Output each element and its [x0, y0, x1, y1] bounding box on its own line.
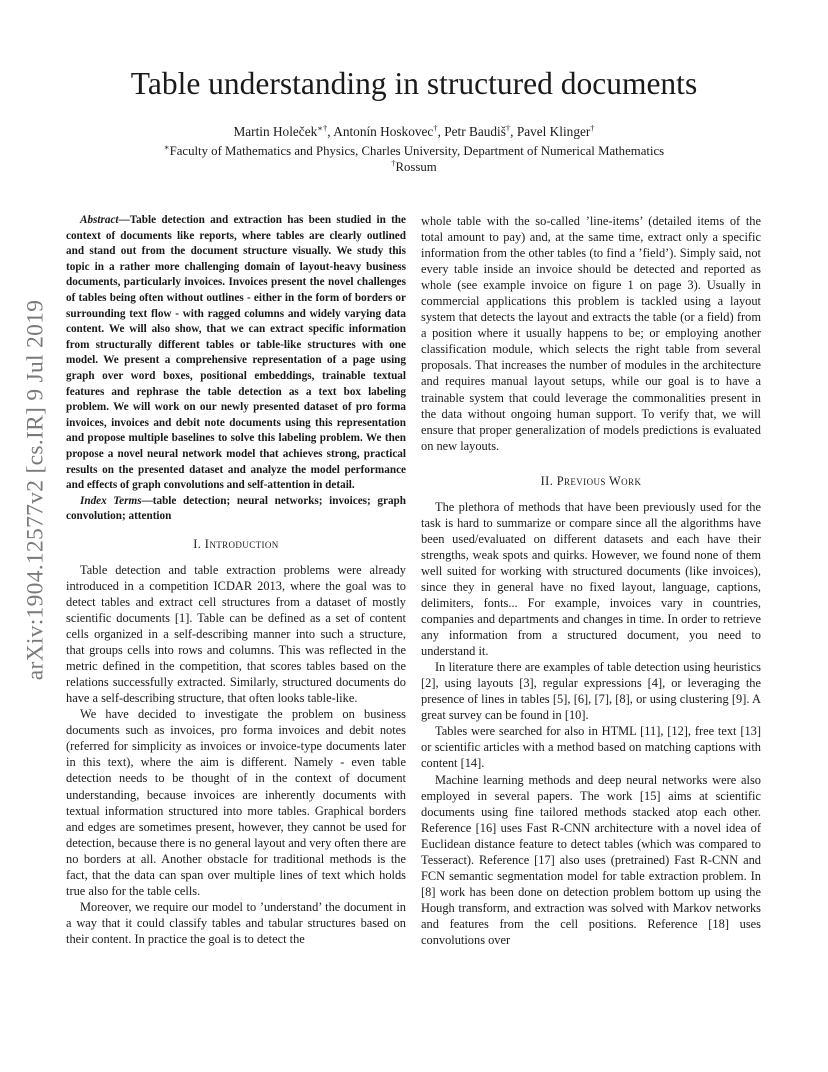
previous-work-paragraph-1: The plethora of methods that have been previously used for the task is hard to summarize or compare since all the algorithms have been used/evaluated on different datasets and each have their strengths, weak spots and quirks. However, we found none of them well suited for working with structured documents (like invoices), since they in general have no fixed layout, language, captions, delimiters, fonts... For example, invoices vary in countries, companies and departments and changes in time. In order to retrieve any information from a structured document, you need to understand it.	[421, 499, 761, 659]
author-1-mark: ∗†	[317, 123, 328, 133]
intro-paragraph-3: Moreover, we require our model to ’understand’ the document in a way that it could classify tables and tabular structures based on their content. In practice the goal is to detect the	[66, 899, 406, 946]
affiliation-2	[0, 160, 828, 175]
left-column	[66, 213, 406, 947]
author-2: Antonín Hoskovec	[333, 124, 434, 139]
right-column	[421, 213, 761, 948]
previous-work-paragraph-2: In literature there are examples of table detection using heuristics [2], using layouts [3], regular expressions [4], or leveraging the presence of lines in tables [5], [6], [7], [8], or using clustering [9]. A great survey can be found in [10].	[421, 660, 761, 723]
paper-title: Table understanding in structured documents	[130, 66, 698, 101]
arxiv-sidebar-stamp	[16, 299, 56, 681]
author-2-mark: †	[433, 123, 438, 133]
author-list: Martin Holeček∗†, Antonín Hoskovec†, Petr Baudiš†, Pavel Klinger†	[233, 123, 595, 139]
abstract-lead: Abstract	[80, 214, 119, 226]
index-terms-lead: Index Terms	[80, 494, 142, 507]
author-1: Martin Holeček	[233, 124, 318, 139]
author-4-mark: †	[590, 123, 595, 133]
abstract-text: —Table detection and extraction has been studied in the context of documents like reports, where tables are clearly outlined and stand out from the document structure visually. We study this topic in a rather more challenging domain of layout-heavy business documents, particularly invoices. Invoices present the novel challenges of tables being often without outlines - either in the form of borders or surrounding text flow - with ragged columns and widely varying data content. We will also show, that we can extract specific information from structurally different tables or table-like structures with one model. We present a comprehensive representation of a page using graph over word boxes, positional embeddings, trainable textual features and rephrase the table detection as a text box labeling problem. We will work on our newly presented dataset of pro forma invoices, invoices and debit note documents using this representation and propose multiple baselines to solve this labeling problem. We then propose a novel neural network model that achieves strong, practical results on the presented dataset and analyze the model performance and effects of graph convolutions and self-attention in detail.	[66, 214, 406, 492]
intro-paragraph-1: Table detection and table extraction problems were already introduced in a competition ICDAR 2013, where the goal was to detect tables and extract cell structures from a dataset of mostly scientific documents [1]. Table can be defined as a set of content cells organized in a self-describing manner into such a structure, that groups cells into rows and columns. This was reflected in the metric defined in the competition, that scores tables based on the relations successfully extracted. Similarly, structured documents do have a self-describing structure, that often looks table-like.	[66, 562, 406, 706]
section-heading-previous-work: II. Previous Work	[540, 473, 642, 488]
author-3: Petr Baudiš	[444, 124, 506, 139]
affiliation-2-text: Rossum	[395, 160, 437, 174]
intro-paragraph-2: We have decided to investigate the problem on business documents such as invoices, pro forma invoices and debit notes (referred for simplicity as invoices or invoice-type documents later in this text), where the aim is different. Namely - even table detection needs to be thought of in the context of document understanding, because invoices are inherently documents with textual information structured into more tables. Graphical borders and edges are sometimes present, however, they cannot be used for detection, because there is no general layout and very often there are no borders at all. Another obstacle for traditional methods is the fact, that the data can span over multiple lines of text which holds true also for the table cells.	[66, 707, 406, 898]
affiliation-1	[0, 144, 828, 159]
previous-work-paragraph-4: Machine learning methods and deep neural networks were also employed in several papers. The work [15] aims at scientific documents using fine tailored methods stacked atop each other. Reference [16] uses Fast R-CNN architecture with a novel idea of Euclidean distance feature to detect tables (which was compared to Tesseract). Reference [17] also uses (pretrained) Fast R-CNN and FCN semantic segmentation model for table extraction problem. In [8] work has been done on detection problem bottom up using the Hough transform, and extraction was solved with Markov networks and features from the cell positions. Reference [18] uses convolutions over	[421, 772, 761, 947]
index-terms	[66, 494, 406, 525]
affiliation-1-mark: ∗	[163, 142, 170, 152]
abstract	[66, 213, 406, 494]
arxiv-identifier: arXiv:1904.12577v2 [cs.IR] 9 Jul 2019	[22, 299, 49, 681]
index-terms-text: —table detection; neural networks; invoices; graph convolution; attention	[66, 494, 406, 523]
affiliation-1-text: Faculty of Mathematics and Physics, Charles University, Department of Numerical Mathematics	[169, 144, 665, 158]
author-4: Pavel Klinger	[516, 124, 591, 139]
previous-work-paragraph-3: Tables were searched for also in HTML [11], [12], free text [13] or scientific articles with a method based on matching captions with content [14].	[421, 724, 761, 771]
section-heading-introduction: I. Introduction	[193, 536, 279, 551]
intro-continuation: whole table with the so-called ’line-items’ (detailed items of the total amount to pay) and, at the same time, extract only a specific information from the other tables (to find a ’field’). Simply said, not every table inside an invoice should be detected and reported as whole (see example invoice on figure 1 on page 3). Usually in commercial applications this problem is tackled using a layout system that detects the layout and extracts the table (or a field) from a position where it usually happens to be; or employing another classification module, which selects the right table from several proposals. That increases the number of modules in the architecture and requires manual layout setups, while our goal is to have a trainable system that could leverage the commonalities present in the data without ongoing human support. To verify that, we will ensure that proper generalization of models predictions is evaluated on new layouts.	[421, 214, 761, 453]
author-3-mark: †	[505, 123, 511, 133]
affiliation-2-mark: †	[391, 158, 396, 168]
